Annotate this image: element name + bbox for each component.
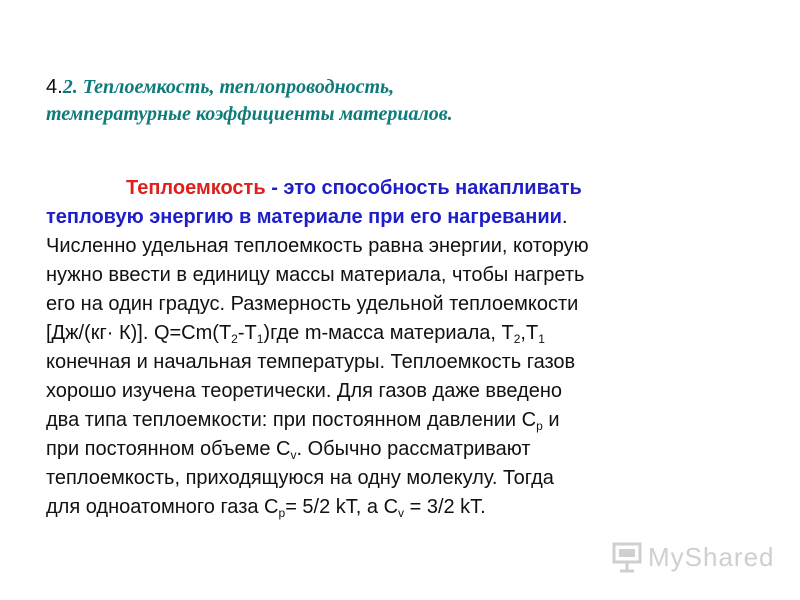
body-line-1 [46, 174, 766, 203]
subscript-p: p [536, 419, 543, 433]
subscript-v-2: v [398, 506, 405, 520]
line-9-text-a: два типа теплоемкости: при постоянном давлении C [46, 409, 537, 431]
formula-text-c: )где m-масса материала, T [263, 322, 514, 344]
section-heading [46, 74, 746, 128]
line-10-text-a: при постоянном объеме C [46, 438, 291, 460]
formula-text-d: ,T [520, 322, 539, 344]
subscript-1: 1 [256, 332, 264, 346]
body-line-7: конечная и начальная температуры. Теплоемкость газов [46, 351, 576, 373]
watermark-logo [610, 540, 780, 576]
subscript-2b: 2 [513, 332, 521, 346]
logo-text: MyShared [648, 542, 775, 572]
body-text [46, 174, 766, 522]
body-line-4: нужно ввести в единицу массы материала, чтобы нагреть [46, 264, 585, 286]
line-10-text-b: . Обычно рассматривают [296, 438, 531, 460]
formula-text-b: -T [237, 322, 257, 344]
line-12-text-a: для одноатомного газа C [46, 496, 279, 518]
definition-period: . [561, 206, 568, 228]
body-line-12 [46, 493, 766, 522]
heading-line-2: температурные коэффициенты материалов. [46, 103, 453, 125]
body-line-11: теплоемкость, приходящуюся на одну молекулу. Тогда [46, 467, 554, 489]
heading-line-1: 2. Теплоемкость, теплопроводность, [62, 76, 395, 98]
body-line-2 [46, 203, 766, 232]
definition-part-2: тепловую энергию в материале при его нагревании [46, 206, 562, 228]
line-12-text-c: = 3/2 kT. [404, 496, 486, 518]
section-number: 4. [46, 76, 63, 98]
body-line-6 [46, 319, 766, 348]
term-heat-capacity: Теплоемкость [126, 177, 266, 199]
body-line-3: Численно удельная теплоемкость равна энергии, которую [46, 235, 589, 257]
subscript-2: 2 [231, 332, 238, 346]
presentation-board-icon [610, 540, 644, 574]
body-line-10 [46, 435, 766, 464]
subscript-v: v [290, 448, 297, 462]
subscript-1b: 1 [538, 332, 545, 346]
definition-part-1: - это способность накапливать [265, 177, 582, 199]
line-9-text-b: и [542, 409, 560, 431]
formula-text-a: [Дж/(кг· К)]. Q=Cm(T [46, 322, 232, 344]
body-line-5: его на один градус. Размерность удельной теплоемкости [46, 293, 579, 315]
line-12-text-b: = 5/2 kT, а C [285, 496, 399, 518]
body-line-9 [46, 406, 766, 435]
body-line-8: хорошо изучена теоретически. Для газов даже введено [46, 380, 563, 402]
subscript-p-2: p [278, 506, 286, 520]
